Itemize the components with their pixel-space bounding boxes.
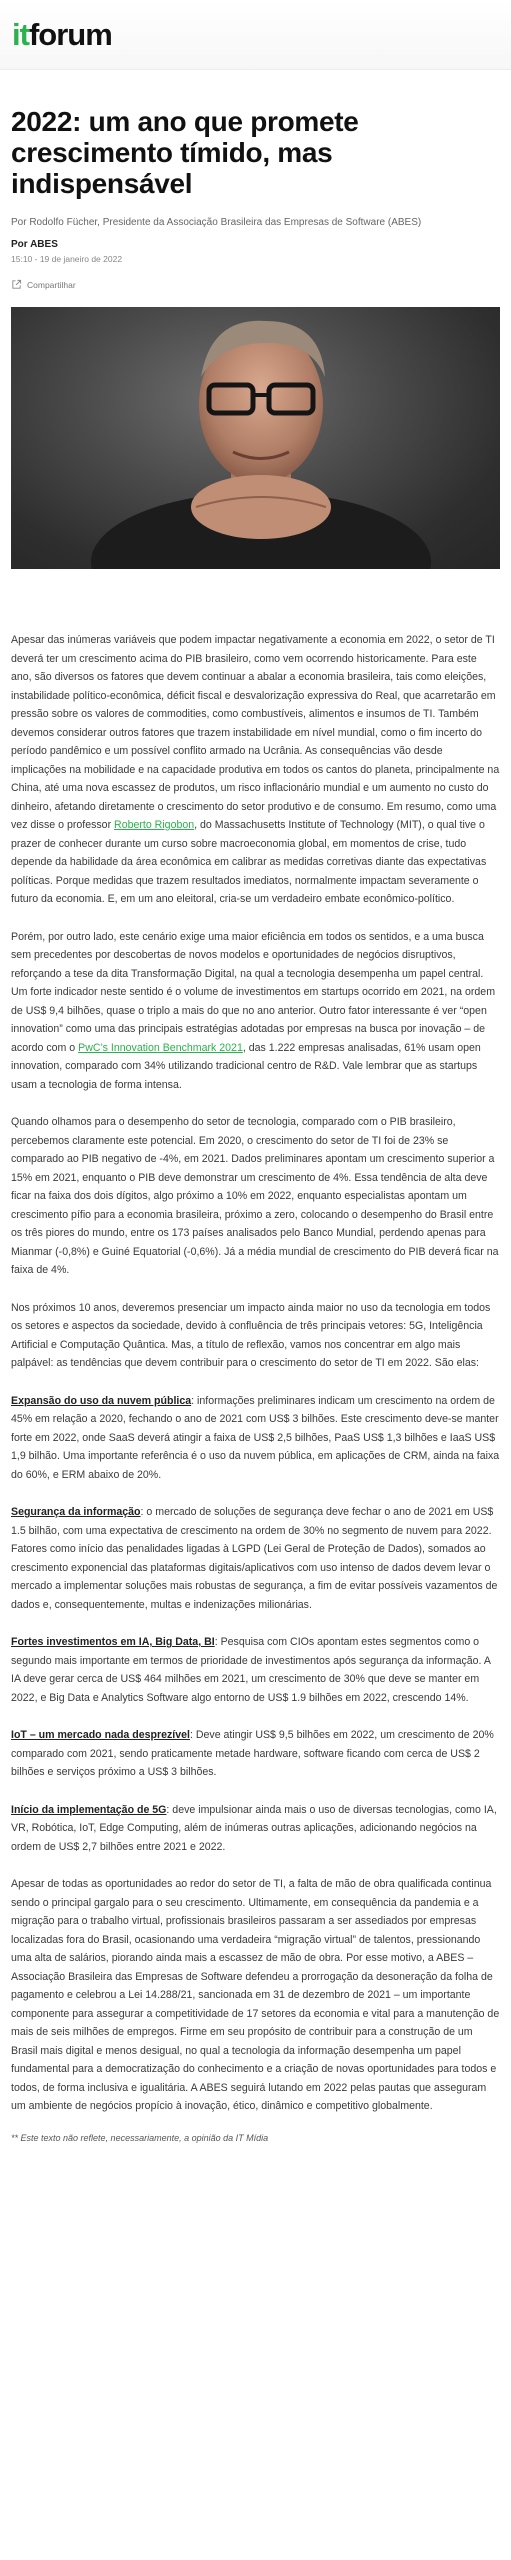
rigobon-link[interactable]: Roberto Rigobon [114, 819, 195, 831]
disclaimer: ** Este texto não reflete, necessariamente, a opinião da IT Mídia [11, 2132, 269, 2143]
portrait-illustration [11, 307, 500, 569]
logo-it: it [12, 16, 29, 52]
trend-iot-title: IoT – um mercado nada desprezível [11, 1729, 190, 1741]
trend-security: Segurança da informação: o mercado de soluções de segurança deve fechar o ano de 2021 em US$ 1.5 bilhão, com uma expectativa de crescimento na ordem de 30% no segmento de nuvem para 2022. Fatores como início das penalidades ligadas à LGPD (Lei Geral de Proteção de Dados), somados ao crescimento exponencial das plataformas digitais/aplicativos com uso intenso de dados devem levar o mercado a implementar soluções mais robustas de segurança, a fim de evitar possíveis vazamentos de dados e, consequentemente, multas e indenizações milionárias. [11, 1506, 498, 1611]
itforum-logo[interactable] [12, 17, 112, 53]
trend-5g-title: Início da implementação de 5G [11, 1803, 167, 1816]
pwc-benchmark-link[interactable]: PwC’s Innovation Benchmark 2021 [78, 1041, 243, 1054]
trend-security-title: Segurança da informação [11, 1506, 141, 1518]
paragraph-2: Porém, por outro lado, este cenário exige uma maior eficiência em todos os sentidos, e a uma busca sem precedentes por descobertas de novos modelos e oportunidades de negócios disruptivos, reforçando a tese da dita Transformação Digital, na qual a tecnologia desempenha um papel central. Um forte indicador neste sentido é o volume de investimentos em startups ocorrido em 2021, na ordem de US$ 9,4 bilhões, quase o triplo a mais do que no ano anterior. Outro fator interessante é ver “open innovation” como uma das principais estratégias adotadas por empresas na busca por inovação – de acordo com o PwC’s Innovation Benchmark 2021, das 1.222 empresas analisadas, 61% usam open innovation, comparado com 34% utilizando tradicional centro de R&D. Vale lembrar que as startups usam a tecnologia de forma intensa. [11, 930, 496, 1091]
trend-iot: IoT – um mercado nada desprezível: Deve atingir US$ 9,5 bilhões em 2022, um crescimento de 20% comparado com 2021, sendo praticamente metade hardware, software ficando com cerca de US$ 2 bilhões e serviços próximo a US$ 3 bilhões. [11, 1729, 494, 1778]
article-author[interactable]: Por ABES [11, 239, 58, 250]
trend-cloud: Expansão do uso da nuvem pública: informações preliminares indicam um crescimento na ordem de 45% em relação a 2020, fechando o ano de 2021 com US$ 3 bilhões. Este crescimento deve-se manter forte em 2022, onde SaaS deverá atingir a faixa de US$ 2,5 bilhões, PaaS US$ 1,3 bilhões e IaaS US$ 1,9 bilhão. Uma importante referência é o uso da nuvem pública, em aplicações de CRM, ainda na faixa do 60%, e ERM abaixo de 20%. [11, 1394, 500, 1481]
paragraph-3: Quando olhamos para o desempenho do setor de tecnologia, comparado com o PIB brasileiro, percebemos claramente este potencial. Em 2020, o crescimento do setor de TI foi de 23% se comparado ao PIB negativo de -4%, em 2021. Dados preliminares apontam um crescimento superior a 15% em 2021, enquanto o PIB deve demonstrar um crescimento de 4%. Essa tendência de alta deve ficar na faixa dos dois dígitos, algo próximo a 10% em 2022, enquanto especialistas apontam um crescimento pífio para a economia brasileira, próximo a zero, colocando o desempenho do Brasil entre os três piores do mundo, entre os 173 países analisados pelo Banco Mundial, perdendo apenas para Mianmar (-0,8%) e Guiné Equatorial (-0,6%). Já a média mundial de crescimento do PIB deverá ficar na faixa de 4%. [11, 1116, 499, 1276]
trend-5g: Início da implementação de 5G: deve impulsionar ainda mais o uso de diversas tecnologias, como IA, VR, Robótica, IoT, Edge Computing, além de inúmeras outras aplicações, adicionando negócios na ordem de US$ 2,7 bilhões entre 2021 e 2022. [11, 1803, 497, 1853]
article-byline: Por Rodolfo Fücher, Presidente da Associação Brasileira das Empresas de Software (ABES) [11, 217, 422, 228]
article-body [11, 631, 500, 2147]
share-label: Compartilhar [27, 279, 76, 290]
trend-cloud-title: Expansão do uso da nuvem pública [11, 1394, 192, 1407]
article-date: 15:10 - 19 de janeiro de 2022 [11, 254, 123, 264]
article [0, 106, 511, 2147]
share-button[interactable] [11, 279, 500, 290]
paragraph-1: Apesar das inúmeras variáveis que podem impactar negativamente a economia em 2022, o setor de TI deverá ter um crescimento acima do PIB brasileiro, como vem ocorrendo historicamente. Para este ano, são diversos os fatores que devem continuar a abalar a economia brasileira, tais como eleições, instabilidade político-econômica, déficit fiscal e desvalorização expressiva do Real, que acarretarão em pressão sobre os valores de commodities, como combustíveis, alimentos e insumos de TI. Também devemos considerar outros fatores que trazem instabilidade em nível mundial, como o fim incerto do período pandêmico e um possível conflito armado na Ucrânia. As consequências vão desde implicações na mobilidade e na capacidade produtiva em todos os cantos do planeta, principalmente na China, até uma nova escassez de produtos, um risco inflacionário mundial e um aumento no custo do dinheiro, afetando diretamente o crescimento do setor produtivo e de consumo. Em resumo, como uma vez disse o professor Roberto Rigobon, do Massachusetts Institute of Technology (MIT), o qual tive o prazer de conhecer durante um curso sobre macroeconomia global, em momentos de crise, tudo depende da habilidade da área econômica em calibrar as medidas corretivas diante das expectativas políticas. Porque medidas que trazem resultados imediatos, normalmente impactam severamente o futuro da economia. E, em um ano eleitoral, cria-se um verdadeiro embate econômico-político. [11, 634, 500, 905]
logo-forum: forum [28, 16, 112, 52]
paragraph-conclusion: Apesar de todas as oportunidades ao redor do setor de TI, a falta de mão de obra qualificada continua sendo o principal gargalo para o seu crescimento. Ultimamente, em consequência da pandemia e a migração para o trabalho virtual, profissionais brasileiros passaram a ser assediados por empresas localizadas fora do Brasil, ocasionando uma verdadeira “migração virtual” de talentos, pressionando uma alta de salários, piorando ainda mais a escassez de mão de obra. Por esse motivo, a ABES – Associação Brasileira das Empresas de Software defendeu a prorrogação da desoneração da folha de pagamento e celebrou a Lei 14.288/21, sancionada em 31 de dezembro de 2021 – um importante componente para assegurar a competitividade de 17 setores da economia e vital para a manutenção de mais de seis milhões de empregos. Firme em seu propósito de contribuir para a construção de um Brasil mais digital e menos desigual, no qual a tecnologia da informação desempenha um papel fundamental para a democratização do conhecimento e a criação de novas oportunidades para todos e todos, de forma inclusiva e igualitária. A ABES seguirá lutando em 2022 pelas pautas que asseguram um ambiente de negócios propício à inovação, ético, dinâmico e competitivo globalmente. [11, 1878, 500, 2112]
hero-image [11, 307, 500, 569]
article-title: 2022: um ano que promete crescimento tímido, mas indispensável [11, 106, 359, 199]
site-header [0, 0, 511, 70]
trend-ai: Fortes investimentos em IA, Big Data, BI: Pesquisa com CIOs apontam estes segmentos como o segundo mais importante em termos de prioridade de investimentos após segurança da informação. A IA deve gerar cerca de US$ 464 milhões em 2021, um crescimento de 30% que deve se manter em 2022, e Big Data e Analytics Software algo entorno de US$ 1.9 bilhões em 2022, crescendo 14%. [11, 1636, 491, 1704]
share-icon [11, 279, 22, 290]
trend-ai-title: Fortes investimentos em IA, Big Data, BI [11, 1636, 215, 1648]
paragraph-4: Nos próximos 10 anos, deveremos presenciar um impacto ainda maior no uso da tecnologia em todos os setores e aspectos da sociedade, devido à confluência de três principais vetores: 5G, Inteligência Artificial e Computação Quântica. Mas, a título de reflexão, vamos nos concentrar em algo mais palpável: as tendências que devem contribuir para o crescimento do setor de TI em 2022. São elas: [11, 1301, 491, 1369]
